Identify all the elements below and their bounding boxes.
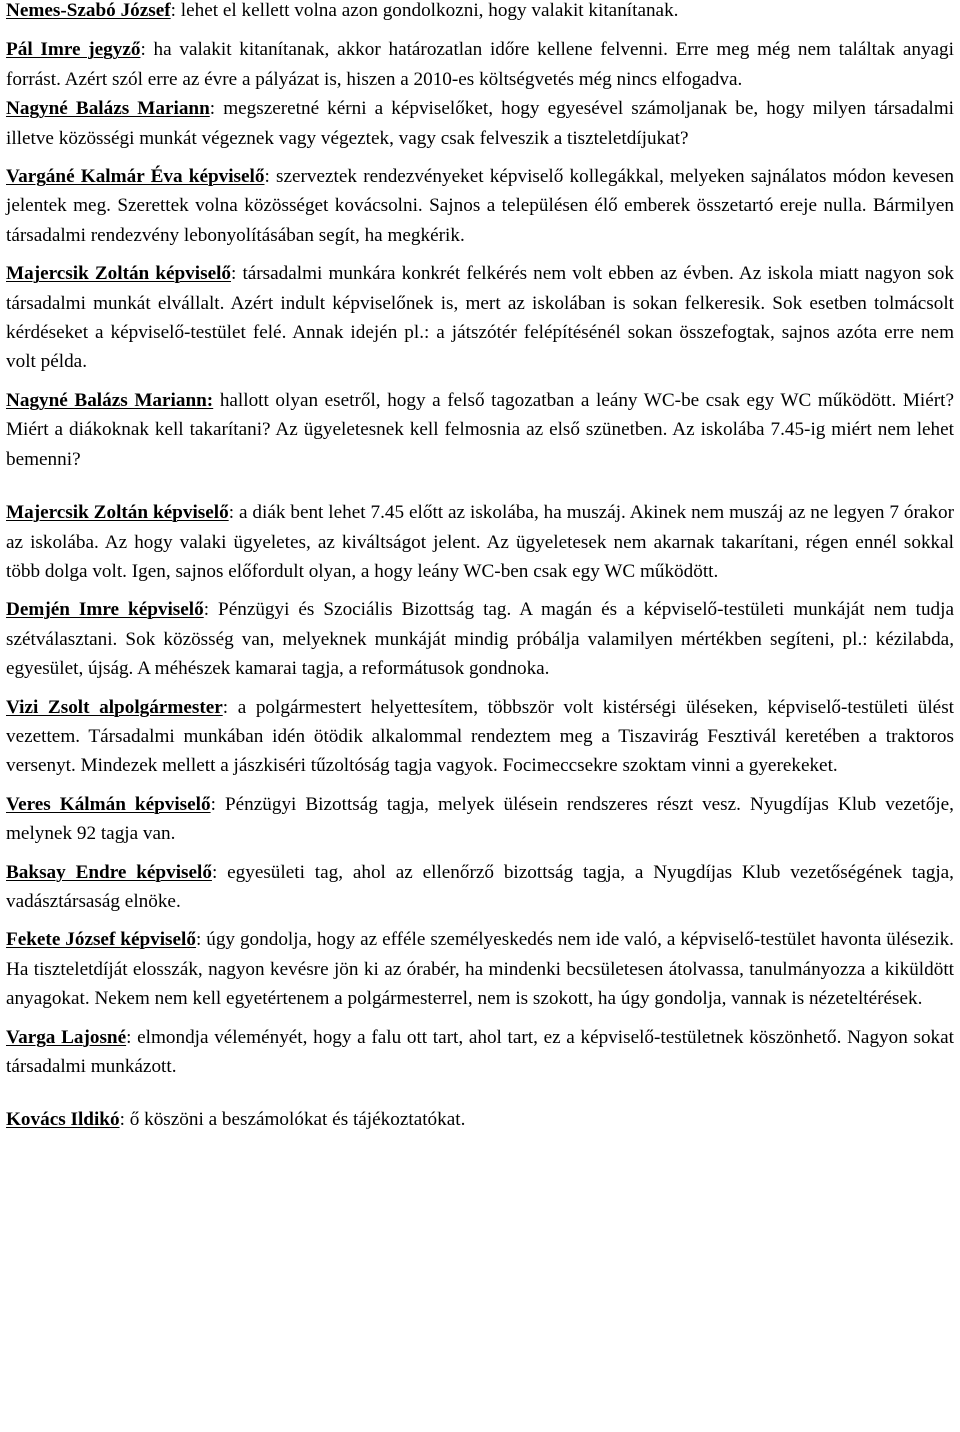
- speaker-separator: :: [126, 1026, 138, 1048]
- statement-text: Pénzügyi Bizottság tagja, melyek ülésein rendszeres részt vesz. Nyugdíjas Klub vezetője, melynek 92 tagja van.: [6, 793, 954, 845]
- statement-text: szerveztek rendezvényeket képviselő kollegákkal, melyeken sajnálatos módon kevesen jelentek meg. Szerettek volna közösséget kovácsolni. Sajnos a településen élő emberek összetartó ereje nulla. Bármilyen társadalmi rendezvény lebonyolításában segít, ha megkérik.: [6, 166, 955, 246]
- minutes-paragraph: [6, 94, 954, 153]
- speaker-separator: :: [170, 0, 181, 21]
- speaker-name: Varga Lajosné: [6, 1026, 127, 1048]
- speaker-separator: :: [231, 263, 243, 285]
- speaker-separator: [213, 390, 220, 411]
- speaker-name: Demjén Imre képviselő: [6, 599, 204, 621]
- minutes-paragraph: [6, 1105, 954, 1134]
- speaker-separator: :: [195, 929, 207, 951]
- minutes-paragraph: [6, 595, 954, 683]
- speaker-separator: :: [203, 599, 219, 621]
- speaker-separator: :: [228, 502, 239, 524]
- minutes-paragraph: [6, 162, 954, 250]
- speaker-name: Majercsik Zoltán képviselő: [6, 502, 229, 524]
- speaker-name: Nagyné Balázs Mariann:: [6, 389, 214, 411]
- speaker-name: Nemes-Szabó József: [6, 0, 171, 21]
- statement-text: elmondja véleményét, hogy a falu ott tart, ahol tart, ez a képviselő-testületnek köszönhető. Nagyon sokat társadalmi munkázott.: [6, 1026, 954, 1077]
- minutes-paragraph: [6, 1023, 954, 1082]
- statement-text: lehet el kellett volna azon gondolkozni, hogy valakit kitanítanak.: [180, 0, 679, 21]
- speaker-name: Fekete József képviselő: [6, 929, 196, 951]
- minutes-paragraph: [6, 0, 954, 25]
- speaker-name: Veres Kálmán képviselő: [6, 793, 211, 815]
- minutes-paragraph: [6, 693, 954, 781]
- speaker-separator: :: [210, 793, 225, 815]
- statement-text: megszeretné kérni a képviselőket, hogy egyesével számoljanak be, hogy milyen társadalmi illetve közösségi munkát végeznek vagy végeztek, vagy csak felveszik a tiszteletdíjukat?: [6, 98, 954, 149]
- minutes-paragraph: [6, 35, 954, 94]
- speaker-separator: :: [140, 39, 154, 61]
- speaker-name: Baksay Endre képviselő: [6, 861, 212, 883]
- speaker-name: Nagyné Balázs Mariann: [6, 98, 210, 120]
- speaker-separator: :: [222, 696, 238, 718]
- minutes-paragraph: [6, 790, 954, 849]
- speaker-separator: :: [119, 1109, 130, 1131]
- minutes-paragraph: [6, 498, 954, 586]
- speaker-name: Pál Imre jegyző: [6, 39, 141, 61]
- statement-text: Pénzügyi és Szociális Bizottság tag. A magán és a képviselő-testületi munkáját nem tudja szétválasztani. Sok közösség van, melyeknek munkáját mindig próbálja valamilyen mértékben segíteni, pl.: kézilabda, egyesület, újság. A méhészek kamarai tagja, a reformátusok gondnoka.: [6, 599, 954, 680]
- statement-text: hallott olyan esetről, hogy a felső tagozatban a leány WC-be csak egy WC működött. Miért? Miért a diákoknak kell takarítani? Az ügyeletesnek kell felmosnia az első szünetben. Az iskolába 7.45-ig miért nem lehet bemenni?: [6, 389, 955, 470]
- minutes-paragraph: [6, 259, 954, 377]
- speaker-name: Vargáné Kalmár Éva képviselő: [6, 166, 265, 188]
- statement-text: egyesületi tag, ahol az ellenőrző bizottság tagja, a Nyugdíjas Klub vezetőségének tagja, vadásztársaság elnöke.: [6, 861, 954, 912]
- statement-text: ő köszöni a beszámolókat és tájékoztatókat.: [129, 1109, 466, 1131]
- statement-text: társadalmi munkára konkrét felkérés nem volt ebben az évben. Az iskola miatt nagyon sok társadalmi munkát elvállalt. Azért indult képviselőnek is, mert az iskolában is sokan felkeresik. Sok esetben tolmácsolt kérdéseket a képviselő-testület felé. Annak idején pl.: a játszótér felépítésénél sokan összefogtak, sajnos azóta erre nem volt példa.: [6, 263, 954, 373]
- minutes-paragraph: [6, 925, 954, 1013]
- speaker-name: Vizi Zsolt alpolgármester: [6, 696, 223, 718]
- statement-text: a diák bent lehet 7.45 előtt az iskolába, ha muszáj. Akinek nem muszáj az ne legyen 7 órakor az iskolába. Az hogy valaki ügyeletes, az kiváltságot jelent. Az ügyeletesek nem akarnak takarítani, régen ennél sokkal több dolga volt. Igen, sajnos előfordult olyan, a hogy leány WC-ben csak egy WC működött.: [6, 502, 954, 582]
- statement-text: úgy gondolja, hogy az efféle személyeskedés nem ide való, a képviselő-testület havonta ülésezik. Ha tiszteletdíját elosszák, nagyon kevésre jön ki az órabér, ha mindenki becsületesen átolvassa, tanulmányozza a kiküldött anyagokat. Nekem nem kell egyetértenem a polgármesterrel, nem is szokott, ha úgy gondolja, vannak is nézeteltérések.: [6, 929, 954, 1010]
- minutes-paragraph: [6, 858, 954, 917]
- speaker-separator: :: [264, 166, 277, 188]
- speaker-separator: :: [209, 98, 224, 120]
- speaker-name: Majercsik Zoltán képviselő: [6, 263, 232, 285]
- statement-text: a polgármestert helyettesítem, többször volt kistérségi üléseken, képviselő-testületi ülést vezettem. Társadalmi munkában idén ötödik alkalommal rendeztem meg a Tiszavirág Fesztivál keretében a traktoros versenyt. Mindezek mellett a jászkiséri tűzoltóság tagja vagyok. Focimeccsekre szoktam vinni a gyerekeket.: [6, 696, 954, 777]
- speaker-name: Kovács Ildikó: [6, 1109, 120, 1131]
- speaker-separator: :: [211, 861, 228, 883]
- statement-text: ha valakit kitanítanak, akkor határozatlan időre kellene felvenni. Erre meg még nem találtak anyagi forrást. Azért szól erre az évre a pályázat is, hiszen a 2010-es költségvetés még nincs elfogadva.: [6, 39, 954, 90]
- minutes-paragraph: [6, 386, 954, 474]
